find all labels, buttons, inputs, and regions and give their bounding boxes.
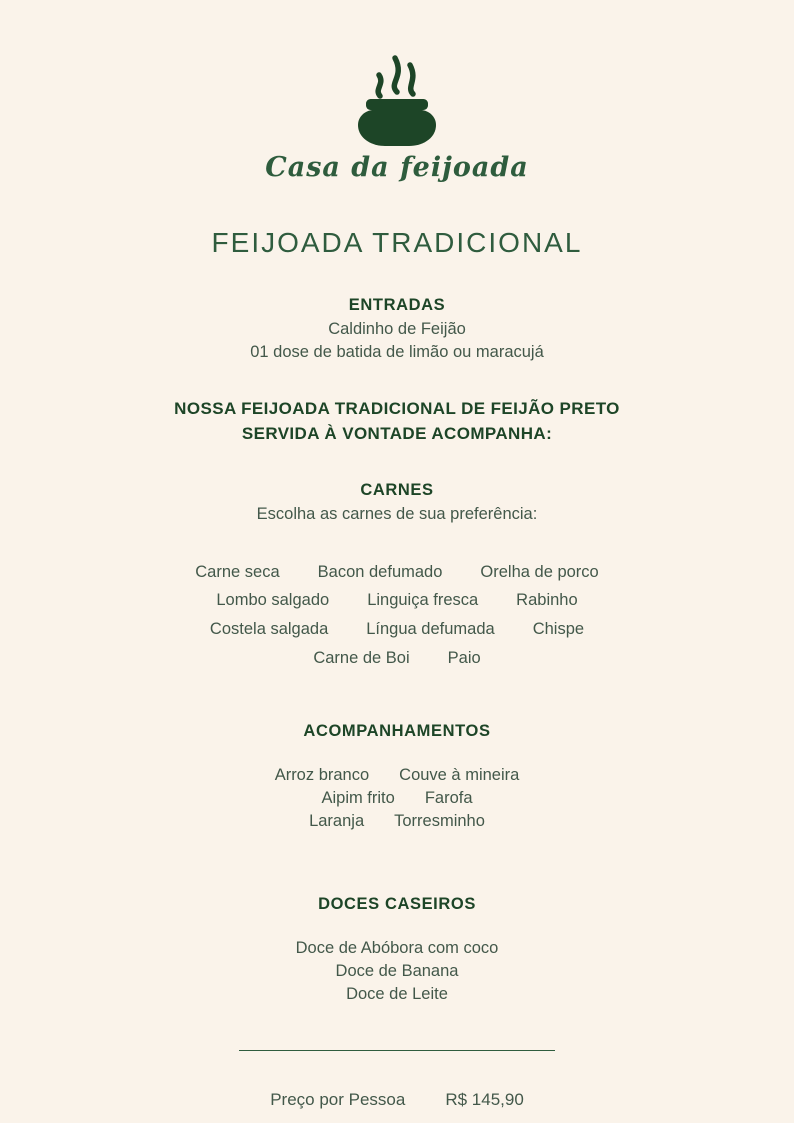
carne-item: Bacon defumado	[317, 562, 443, 581]
carne-item: Orelha de porco	[480, 562, 599, 581]
carne-item: Paio	[447, 648, 481, 667]
carne-item: Rabinho	[516, 591, 578, 610]
doce-item: Doce de Leite	[346, 984, 448, 1003]
steaming-pot-icon	[347, 50, 447, 150]
brand-header	[0, 0, 794, 183]
price-value: R$ 145,90	[445, 1089, 524, 1109]
section-carnes	[0, 479, 794, 673]
carnes-heading: CARNES	[360, 481, 434, 499]
acompanhamento-item: Farofa	[424, 788, 473, 807]
acompanhamentos-row	[0, 810, 794, 833]
entradas-item: Caldinho de Feijão	[328, 320, 466, 338]
acompanhamento-item: Couve à mineira	[399, 765, 520, 784]
acompanhamentos-list	[0, 764, 794, 833]
carnes-row	[0, 644, 794, 673]
feijoada-intro-line1: NOSSA FEIJOADA TRADICIONAL DE FEIJÃO PRETO	[174, 399, 620, 418]
carne-item: Costela salgada	[209, 620, 329, 639]
feijoada-intro-line2: SERVIDA À VONTADE ACOMPANHA:	[241, 423, 553, 443]
section-entradas	[0, 294, 794, 363]
acompanhamento-item: Laranja	[309, 811, 365, 830]
entradas-item: 01 dose de batida de limão ou maracujá	[250, 342, 544, 361]
doce-item: Doce de Banana	[335, 961, 459, 980]
carne-item: Carne de Boi	[313, 648, 410, 667]
carnes-row	[0, 615, 794, 644]
carne-item: Chispe	[532, 620, 585, 639]
carne-item: Lombo salgado	[216, 591, 330, 610]
section-acompanhamentos	[0, 722, 794, 833]
price-row	[0, 1090, 794, 1110]
doce-item: Doce de Abóbora com coco	[295, 938, 499, 957]
carne-item: Língua defumada	[366, 620, 495, 639]
carne-item: Carne seca	[195, 562, 280, 581]
entradas-heading: ENTRADAS	[348, 296, 446, 314]
carnes-row	[0, 558, 794, 587]
carnes-list	[0, 558, 794, 673]
acompanhamentos-row	[0, 764, 794, 787]
footer-divider	[239, 1050, 555, 1051]
acompanhamento-item: Torresminho	[394, 811, 485, 830]
price-label: Preço por Pessoa	[270, 1089, 406, 1109]
acompanhamentos-heading: ACOMPANHAMENTOS	[303, 721, 491, 740]
acompanhamento-item: Aipim frito	[321, 788, 395, 807]
carnes-subtitle: Escolha as carnes de sua preferência:	[256, 505, 538, 523]
doces-heading: DOCES CASEIROS	[318, 894, 476, 913]
doces-list	[0, 937, 794, 1006]
acompanhamentos-row	[0, 787, 794, 810]
section-doces-caseiros	[0, 895, 794, 1006]
acompanhamento-item: Arroz branco	[274, 765, 370, 784]
menu-title: FEIJOADA TRADICIONAL	[211, 227, 583, 258]
feijoada-intro	[0, 397, 794, 446]
carnes-row	[0, 586, 794, 615]
brand-name: Casa da feijoada	[265, 152, 529, 183]
carne-item: Linguiça fresca	[367, 591, 479, 610]
